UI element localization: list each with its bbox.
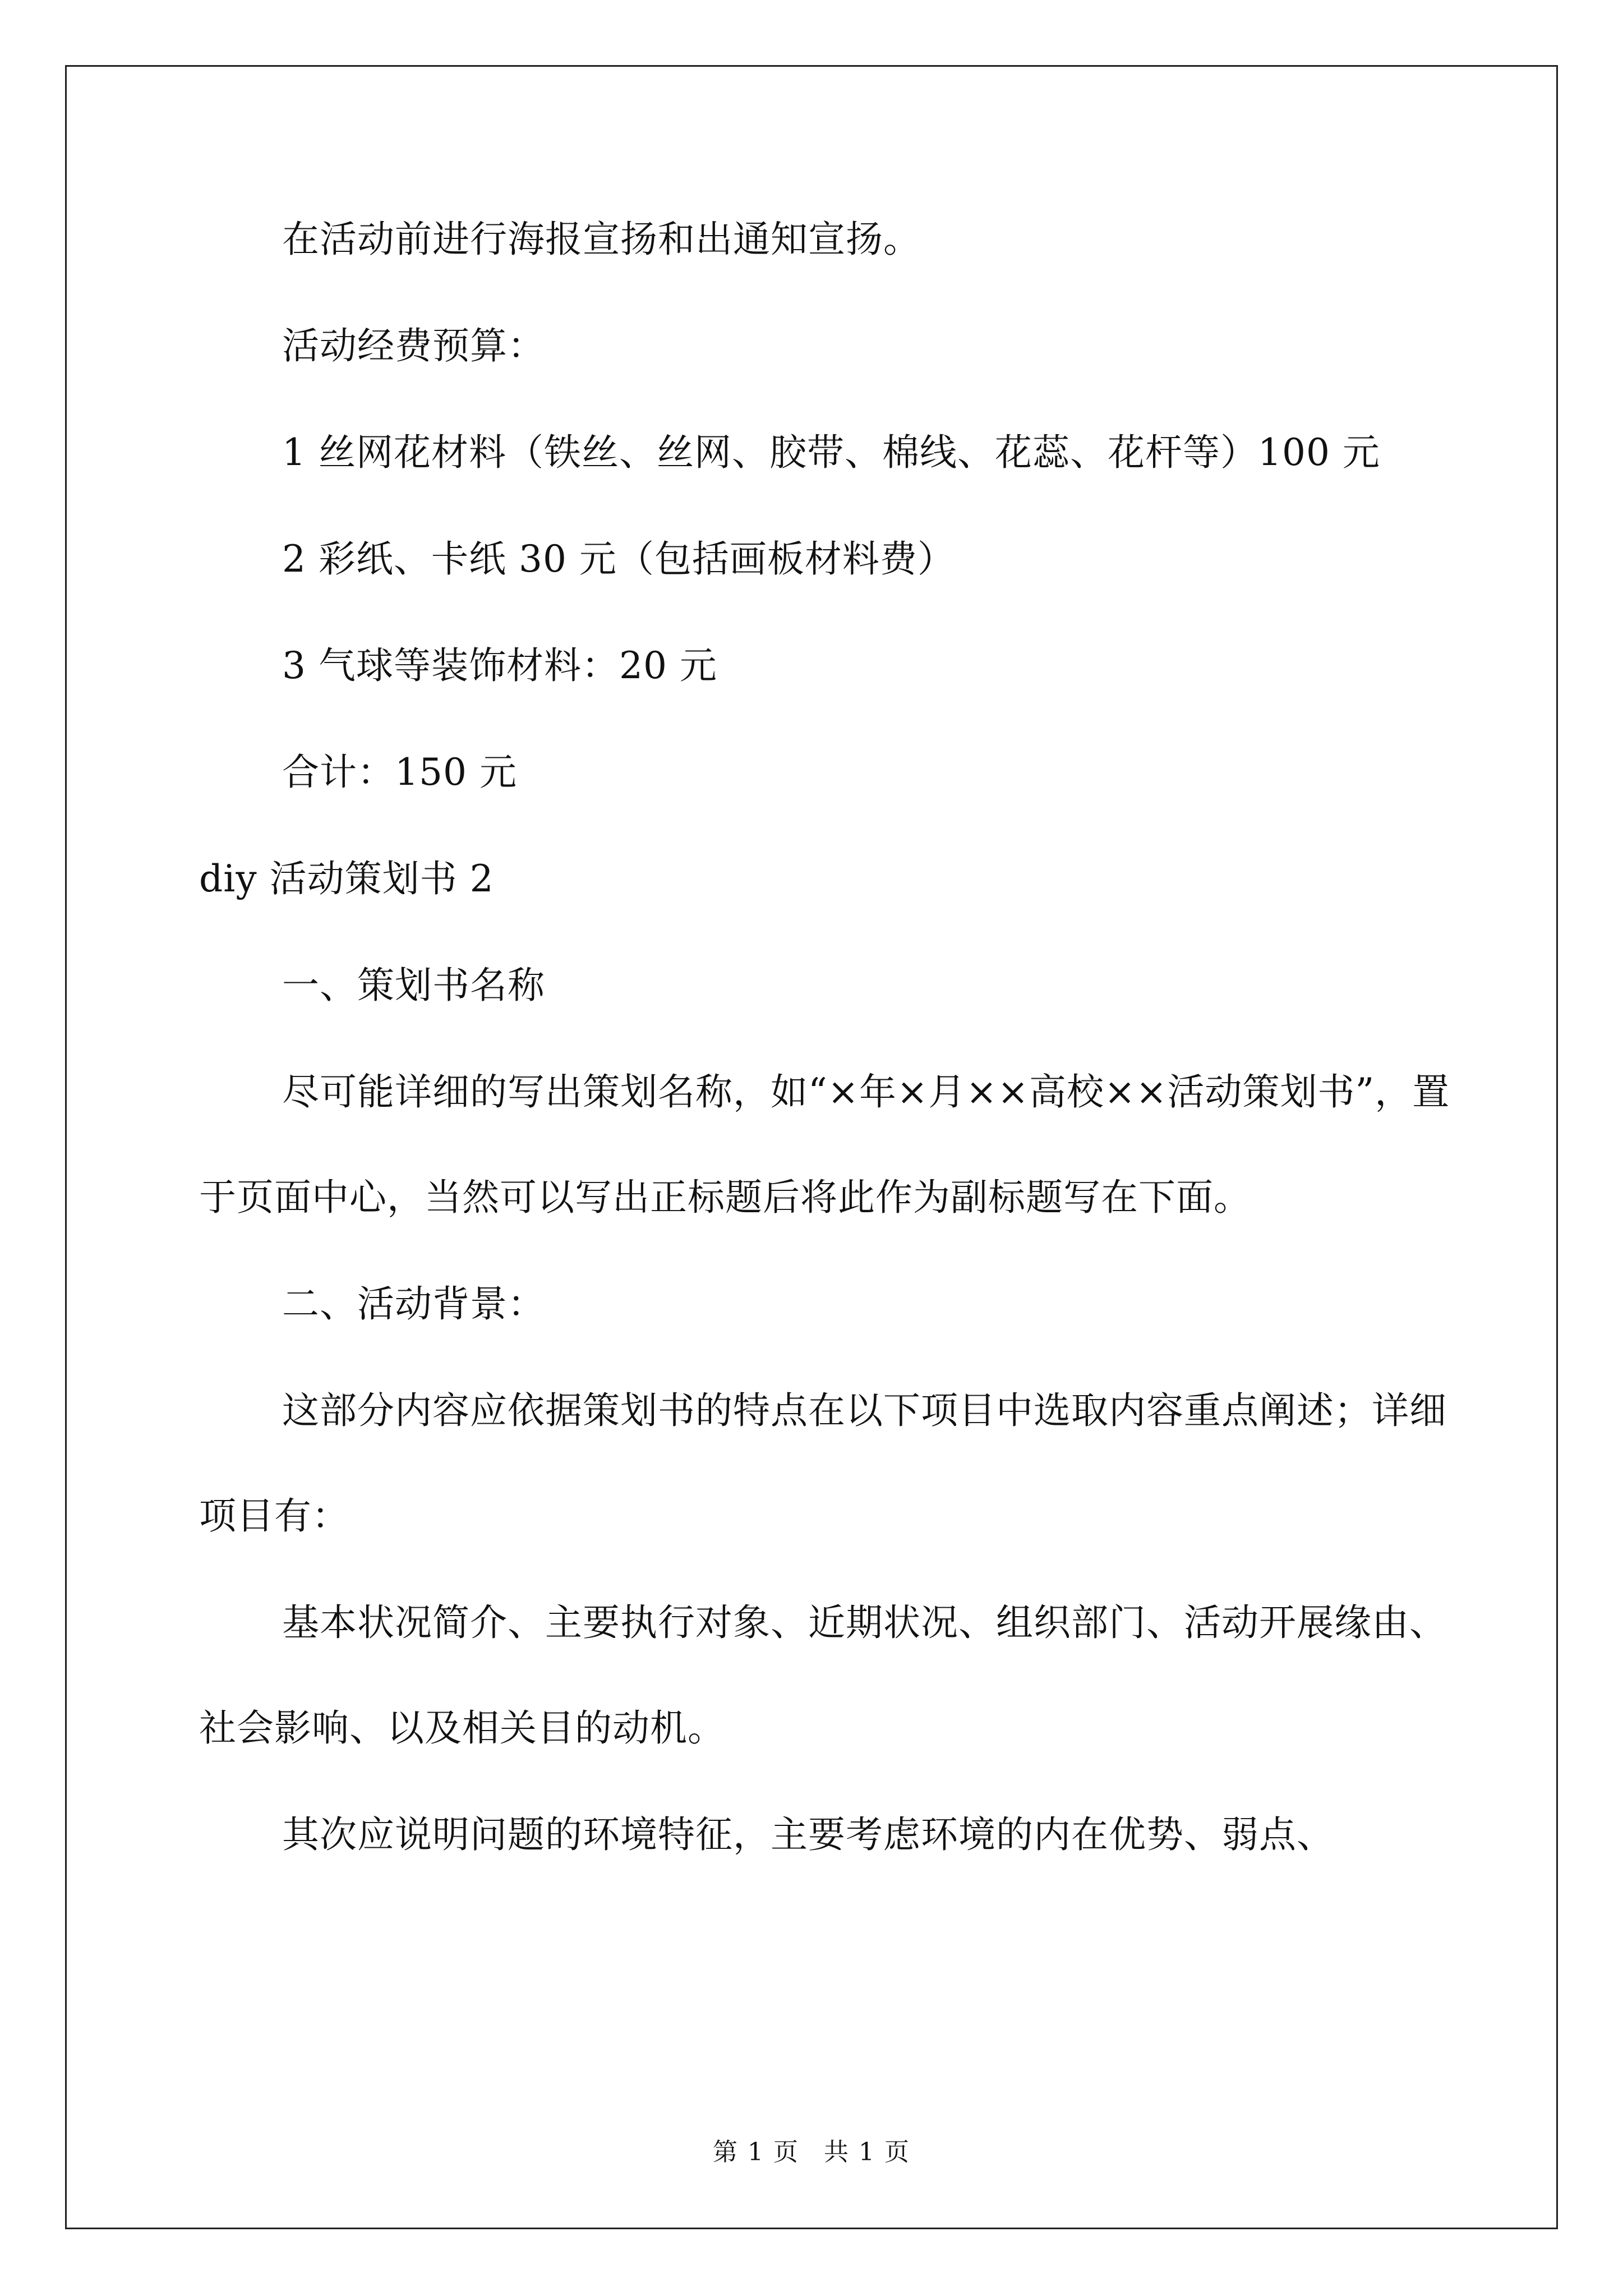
paragraph-background-intro: 这部分内容应依据策划书的特点在以下项目中选取内容重点阐述；详细项目有：: [199, 1389, 1447, 1538]
section-title: diy 活动策划书 2: [199, 857, 494, 900]
paragraph-environment: 其次应说明问题的环境特征，主要考虑环境的内在优势、弱点、: [282, 1813, 1334, 1856]
page-footer: [0, 2132, 1623, 2168]
paragraph-budget-item-1: 1 丝网花材料（铁丝、丝网、胶带、棉线、花蕊、花杆等）100 元: [282, 431, 1380, 474]
paragraph-budget-total: 合计：150 元: [282, 751, 517, 794]
paragraph-budget-heading: 活动经费预算：: [282, 324, 545, 367]
paragraph-budget-item-2: 2 彩纸、卡纸 30 元（包括画板材料费）: [282, 537, 955, 581]
paragraph-budget-item-3: 3 气球等装饰材料：20 元: [282, 644, 717, 687]
heading-plan-name: 一、策划书名称: [282, 964, 545, 1007]
paragraph-background-items: 基本状况简介、主要执行对象、近期状况、组织部门、活动开展缘由、社会影响、以及相关目的动机。: [199, 1601, 1447, 1750]
paragraph-promotion: 在活动前进行海报宣扬和出通知宣扬。: [282, 218, 921, 261]
page-number-total: 共 1 页: [824, 2138, 910, 2166]
document-body: [199, 213, 1455, 1915]
heading-background: 二、活动背景：: [282, 1282, 545, 1326]
page-number-current: 第 1 页: [713, 2138, 799, 2166]
paragraph-plan-name-detail: 尽可能详细的写出策划名称，如“×年×月××高校××活动策划书”，置于页面中心，当然可以写出正标题后将此作为副标题写在下面。: [199, 1070, 1450, 1219]
